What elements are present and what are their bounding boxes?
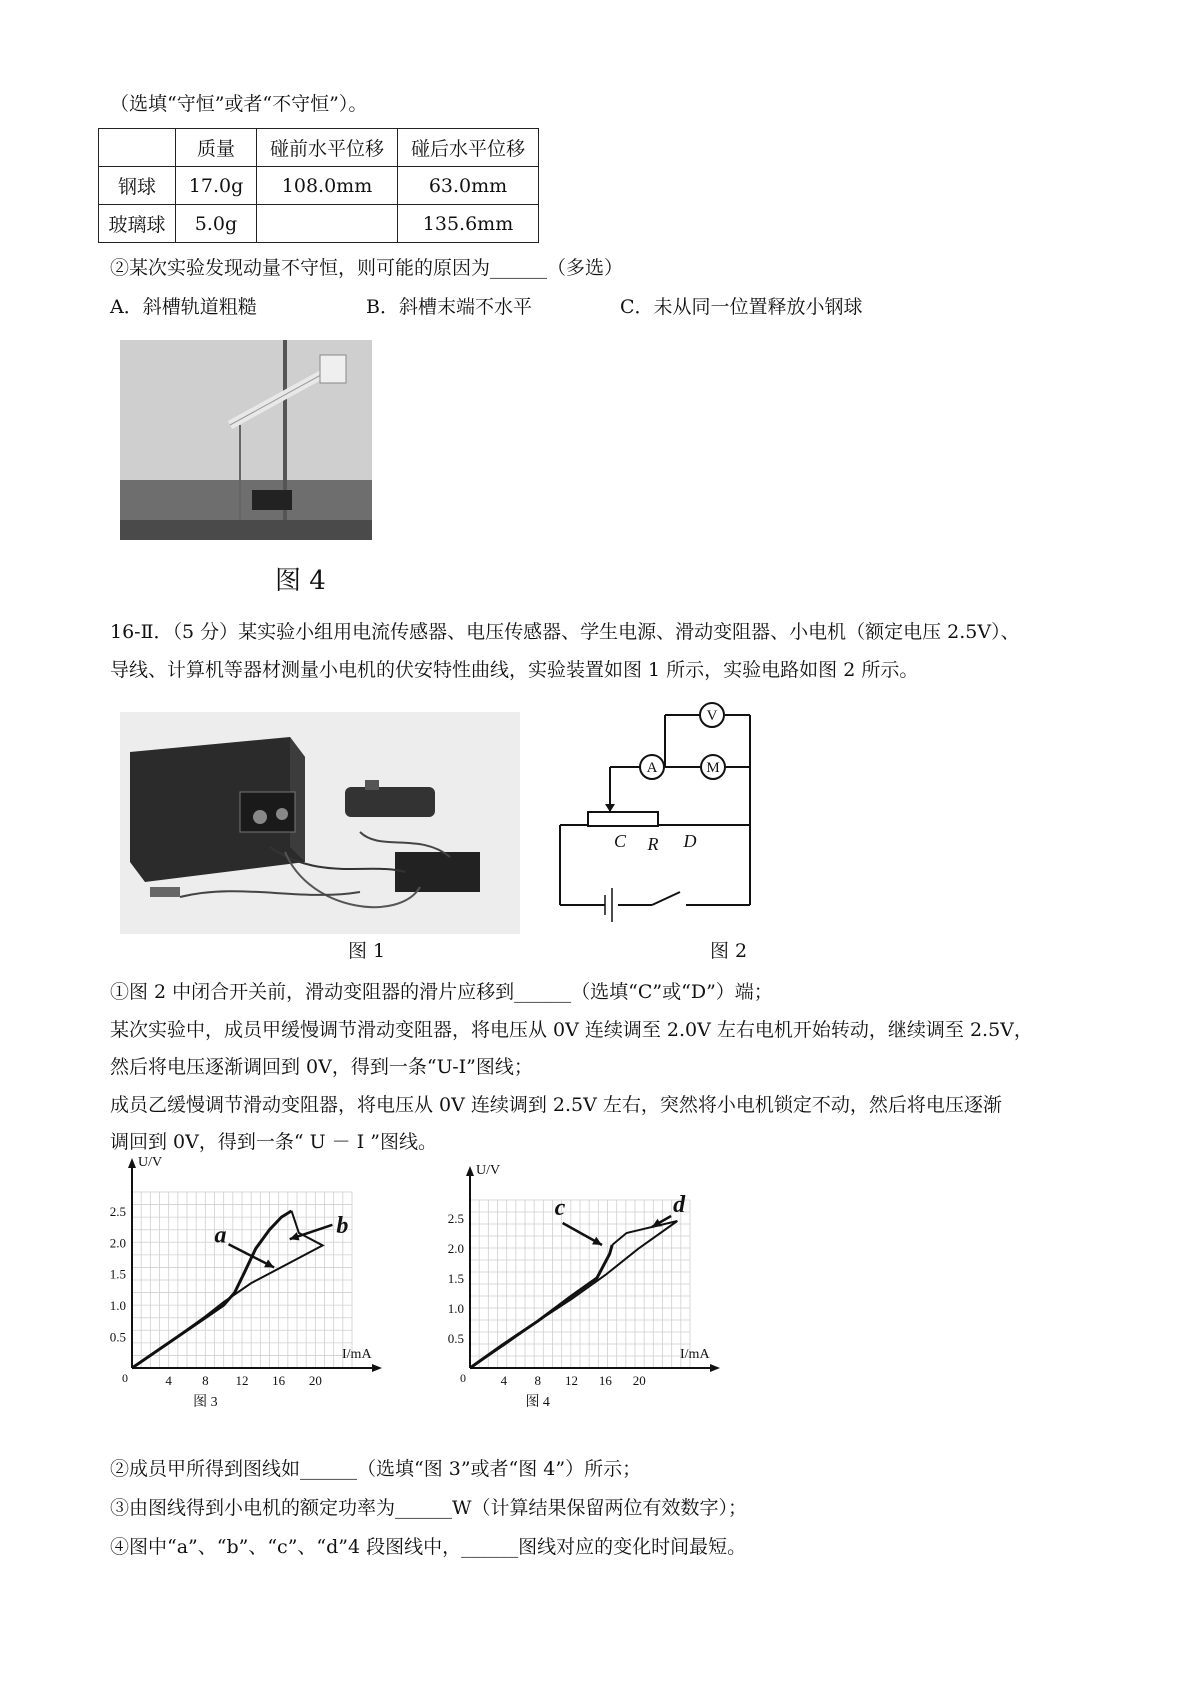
x-tick-label: 20 [632, 1373, 646, 1388]
table-header-cell: 碰前水平位移 [257, 129, 398, 167]
slider-arrow [605, 804, 615, 812]
origin-label: 0 [122, 1371, 128, 1385]
y-tick-label: 1.0 [447, 1301, 464, 1316]
y-tick-label: 0.5 [109, 1329, 126, 1345]
resistor-r-label: R [647, 834, 659, 854]
paragraph-member-a-line-2: 然后将电压逐渐调回到 0V，得到一条“U-I”图线； [110, 1056, 533, 1078]
series-line-b [132, 1211, 323, 1368]
question-b: ②成员甲所得到图线如______（选填“图 3”或者“图 4”）所示； [110, 1458, 642, 1480]
option-b: B．斜槽末端不水平 [366, 296, 532, 318]
y-tick-label: 0.5 [447, 1331, 464, 1346]
x-axis-label: I/mA [342, 1347, 372, 1362]
section-title-line-2: 导线、计算机等器材测量小电机的伏安特性曲线，实验装置如图 1 所示，实验电路如图 2 所示。 [110, 659, 919, 681]
series-label-b: b [336, 1212, 349, 1239]
table-cell: 108.0mm [257, 167, 398, 205]
table-cell: 玻璃球 [99, 205, 176, 243]
section-title-line-1: 16-Ⅱ．（5 分）某实验小组用电流传感器、电压传感器、学生电源、滑动变阻器、小电机（额定电压 2.5V）、 [110, 621, 1020, 643]
series-line-a [132, 1211, 292, 1368]
chart-caption: 图 3 [193, 1395, 218, 1410]
option-a: A．斜槽轨道粗糙 [110, 296, 257, 318]
series-line-c [470, 1245, 612, 1368]
ammeter-label: A [646, 760, 658, 776]
x-tick-label: 20 [308, 1373, 322, 1388]
paragraph-member-a-line-1: 某次实验中，成员甲缓慢调节滑动变阻器，将电压从 0V 连续调至 2.0V 左右电机开始转动，继续调至 2.5V， [110, 1019, 1033, 1041]
x-axis-label: I/mA [680, 1347, 710, 1362]
data-table [98, 128, 539, 243]
terminal-c-label: C [613, 831, 627, 851]
table-header-cell: 碰后水平位移 [398, 129, 539, 167]
chart-caption: 图 4 [525, 1395, 550, 1410]
apparatus-photo [120, 340, 372, 540]
ui-chart-figure-4 [446, 1163, 746, 1428]
y-tick-label: 1.5 [109, 1266, 126, 1282]
equipment-photo [120, 712, 520, 934]
x-tick-label: 8 [202, 1373, 209, 1388]
table-cell: 钢球 [99, 167, 176, 205]
figure-4-caption: 图 4 [275, 566, 326, 596]
paragraph-member-b-line-1: 成员乙缓慢调节滑动变阻器，将电压从 0V 连续调到 2.5V 左右，突然将小电机锁定不动，然后将电压逐渐 [110, 1094, 1002, 1116]
question-d: ④图中“a”、“b”、“c”、“d”4 段图线中，______图线对应的变化时间最短。 [110, 1536, 747, 1558]
table-cell: 135.6mm [398, 205, 539, 243]
apparatus-photo-drawing [120, 340, 372, 540]
table-header-cell: 质量 [176, 129, 257, 167]
figure-2-caption: 图 2 [710, 940, 748, 962]
terminal-d-label: D [683, 831, 697, 851]
x-axis-arrow [710, 1364, 720, 1372]
fill-in-note: （选填“守恒”或者“不守恒”）。 [110, 93, 368, 115]
x-tick-label: 16 [272, 1373, 286, 1388]
x-tick-label: 8 [534, 1373, 541, 1388]
x-tick-label: 4 [165, 1373, 172, 1388]
x-axis-arrow [372, 1364, 382, 1372]
x-tick-label: 16 [598, 1373, 612, 1388]
y-axis-arrow [128, 1158, 136, 1168]
y-tick-label: 2.0 [109, 1235, 126, 1251]
y-tick-label: 2.0 [447, 1241, 464, 1256]
table-cell: 63.0mm [398, 167, 539, 205]
x-tick-label: 12 [565, 1373, 579, 1388]
series-label-a: a [214, 1222, 227, 1249]
y-tick-label: 2.5 [447, 1211, 464, 1226]
y-tick-label: 2.5 [109, 1203, 126, 1219]
equipment-photo-drawing [120, 712, 520, 934]
motor-label: M [706, 760, 720, 776]
question-1: ①图 2 中闭合开关前，滑动变阻器的滑片应移到______（选填“C”或“D”）端； [110, 981, 773, 1003]
table-cell: 17.0g [176, 167, 257, 205]
series-label-c: c [554, 1195, 566, 1221]
y-tick-label: 1.0 [109, 1298, 126, 1314]
table-header-row [99, 129, 539, 167]
x-tick-label: 12 [235, 1373, 249, 1388]
table-row [99, 167, 539, 205]
option-c: C．未从同一位置释放小钢球 [620, 296, 863, 318]
series-label-d: d [673, 1192, 686, 1218]
question-c: ③由图线得到小电机的额定功率为______W（计算结果保留两位有效数字）； [110, 1497, 748, 1519]
table-cell: 5.0g [176, 205, 257, 243]
figure-1-caption: 图 1 [348, 940, 386, 962]
y-tick-label: 1.5 [447, 1271, 464, 1286]
paragraph-member-b-line-2: 调回到 0V，得到一条“ U － I ”图线。 [110, 1131, 437, 1153]
x-tick-label: 4 [500, 1373, 508, 1388]
table-header-cell [99, 129, 176, 167]
ui-chart-figure-3 [108, 1155, 408, 1428]
voltmeter-label: V [706, 708, 718, 724]
y-axis-label: U/V [138, 1155, 163, 1170]
y-axis-label: U/V [476, 1163, 501, 1178]
y-axis-arrow [466, 1166, 474, 1176]
origin-label: 0 [460, 1371, 466, 1385]
circuit-diagram [560, 700, 760, 920]
table-cell [257, 205, 398, 243]
table-row [99, 205, 539, 243]
question-2: ②某次实验发现动量不守恒，则可能的原因为______（多选） [110, 257, 624, 279]
